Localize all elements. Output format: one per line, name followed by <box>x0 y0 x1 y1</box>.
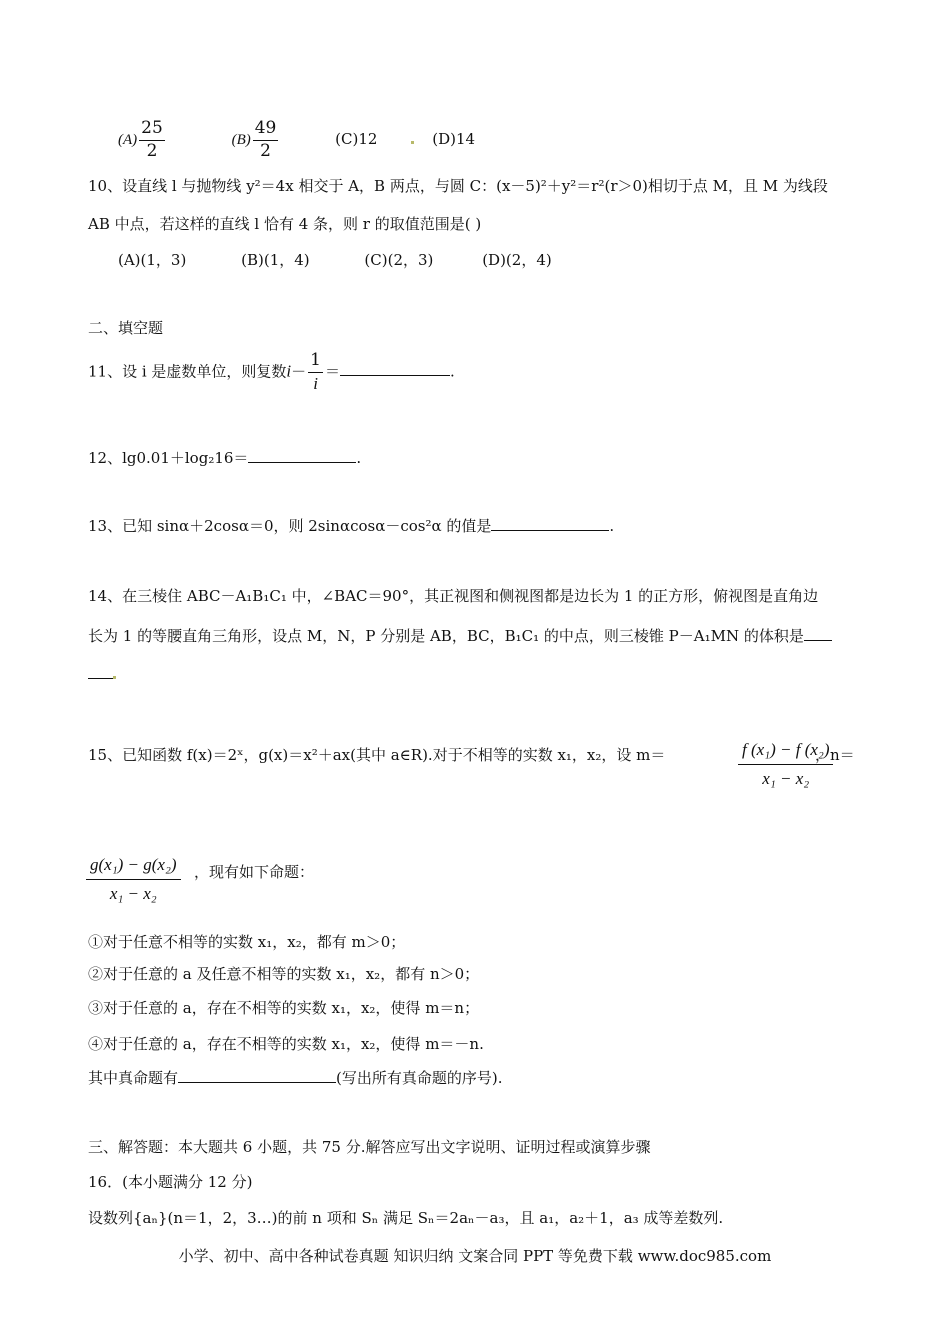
q14-answer-blank-b[interactable] <box>88 664 114 679</box>
q14-answer-blank-a[interactable] <box>804 626 832 641</box>
page-footer: 小学、初中、高中各种试卷真题 知识归纳 文案合同 PPT 等免费下载 www.doc985.com <box>178 1247 772 1265</box>
q15-m-fraction: f (x₁) − f (x₂) x₁ − x₂ <box>738 740 833 789</box>
q10-option-c: (C)(2，3) <box>364 251 434 269</box>
q12-answer-blank[interactable] <box>248 448 356 463</box>
q16-text: 设数列{aₙ}(n＝1，2，3…)的前 n 项和 Sₙ 满足 Sₙ＝2aₙ－a₃，且 a₁，a₂＋1，a₃ 成等差数列. <box>88 1209 724 1227</box>
stray-dot <box>113 676 116 679</box>
q15-answer-blank[interactable] <box>178 1068 336 1083</box>
q15-after-n: ，现有如下命题： <box>194 863 315 881</box>
q15-n-fraction: g(x₁) − g(x₂) x₁ − x₂ <box>86 855 181 904</box>
q15-n-label: ，n＝ <box>815 746 855 764</box>
q11: 11、设 i 是虚数单位，则复数i－ $\frac{1}{i}$ ＝ . <box>88 350 455 393</box>
q11-answer-blank[interactable] <box>340 361 450 376</box>
q10-option-d: (D)(2，4) <box>482 251 552 269</box>
q10-option-b: (B)(1，4) <box>241 251 310 269</box>
section-2-heading: 二、填空题 <box>88 319 164 337</box>
section-3-heading: 三、解答题：本大题共 6 小题，共 75 分.解答应写出文字说明、证明过程或演算步骤 <box>88 1138 651 1156</box>
q15-ask: 其中真命题有 (写出所有真命题的序号). <box>88 1069 503 1087</box>
q14-line2: 长为 1 的等腰直角三角形，设点 M，N，P 分别是 AB，BC，B₁C₁ 的中点，则三棱锥 P－A₁MN 的体积是 <box>88 626 832 646</box>
q13: 13、已知 sinα＋2cosα＝0，则 2sinαcosα－cos²α 的值是 . <box>88 517 615 535</box>
q15-prop-1: ①对于任意不相等的实数 x₁，x₂，都有 m＞0； <box>88 933 406 951</box>
q14-line1: 14、在三棱住 ABC－A₁B₁C₁ 中，∠BAC＝90°，其正视图和侧视图都是边长为 1 的正方形，俯视图是直角边 <box>88 587 819 605</box>
q15-prop-3: ③对于任意的 a，存在不相等的实数 x₁，x₂，使得 m＝n； <box>88 999 480 1017</box>
stray-dot <box>411 141 414 144</box>
q10-options <box>118 250 552 270</box>
q10-option-a: (A)(1，3) <box>118 251 187 269</box>
q9-option-a: (A) $\frac{25}{2}$ <box>118 118 163 161</box>
q9-option-b: (B) $\frac{49}{2}$ <box>231 118 277 161</box>
q12: 12、lg0.01＋log₂16＝ . <box>88 449 362 467</box>
q9-option-d: (D)14 <box>432 130 476 149</box>
q15-line1: 15、已知函数 f(x)＝2ˣ，g(x)＝x²＋ax(其中 a∈R).对于不相等的实数 x₁，x₂，设 m＝ <box>88 746 666 764</box>
q9-options <box>118 120 475 161</box>
q9-option-c: (C)12 <box>335 130 378 149</box>
q13-answer-blank[interactable] <box>491 516 609 531</box>
q16-title: 16．(本小题满分 12 分) <box>88 1173 253 1191</box>
q15-prop-2: ②对于任意的 a 及任意不相等的实数 x₁，x₂，都有 n＞0； <box>88 965 480 983</box>
q10-line2: AB 中点，若这样的直线 l 恰有 4 条，则 r 的取值范围是( ) <box>88 215 482 233</box>
q10-line1: 10、设直线 l 与抛物线 y²＝4x 相交于 A，B 两点，与圆 C：(x－5)²＋y²＝r²(r＞0)相切于点 M，且 M 为线段 <box>88 177 828 195</box>
q14-line3 <box>88 664 114 684</box>
q15-prop-4: ④对于任意的 a，存在不相等的实数 x₁，x₂，使得 m＝－n. <box>88 1035 484 1053</box>
